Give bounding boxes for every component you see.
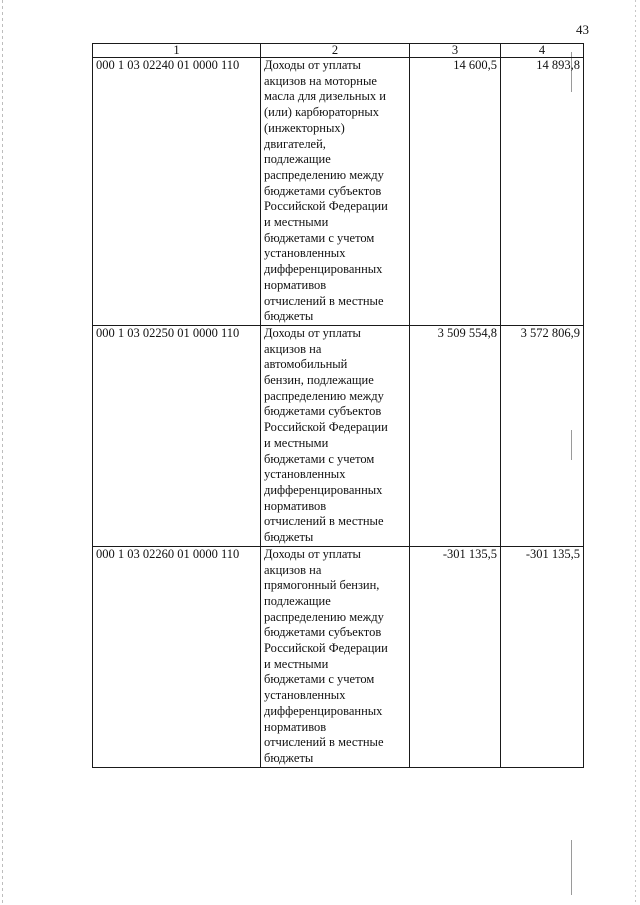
revenue-name: Доходы от уплаты акцизов на моторные масла для дизельных и (или) карбюраторных (инжекторных) двигателей, подлежащие распределению между бюджетами субъектов Российской Федерации и местными бюджетами с учетом установленных дифференцированных нормативов отчислений в местные бюджеты [261,58,410,326]
amount-column-4: 3 572 806,9 [501,325,584,546]
column-header-1: 1 [93,44,261,58]
scan-right-edge [635,0,636,905]
amount-column-3: -301 135,5 [410,546,501,767]
table-row [93,58,584,326]
amount-column-4: -301 135,5 [501,546,584,767]
scan-left-edge [2,0,3,905]
revenue-code: 000 1 03 02240 01 0000 110 [93,58,261,326]
scan-mark-bottom [571,840,572,895]
table-header-row [93,44,584,58]
revenue-code: 000 1 03 02250 01 0000 110 [93,325,261,546]
column-header-2: 2 [261,44,410,58]
amount-column-3: 3 509 554,8 [410,325,501,546]
amount-column-3: 14 600,5 [410,58,501,326]
revenue-name: Доходы от уплаты акцизов на прямогонный бензин, подлежащие распределению между бюджетами субъектов Российской Федерации и местными бюджетами с учетом установленных дифференцированных нормативов отчислений в местные бюджеты [261,546,410,767]
column-header-4: 4 [501,44,584,58]
column-header-3: 3 [410,44,501,58]
revenue-code: 000 1 03 02260 01 0000 110 [93,546,261,767]
amount-column-4: 14 893,8 [501,58,584,326]
page-number: 43 [576,22,589,37]
revenue-name: Доходы от уплаты акцизов на автомобильный бензин, подлежащие распределению между бюджетами субъектов Российской Федерации и местными бюджетами с учетом установленных дифференцированных нормативов отчислений в местные бюджеты [261,325,410,546]
table-row [93,546,584,767]
budget-revenue-table [92,43,584,768]
table-row [93,325,584,546]
